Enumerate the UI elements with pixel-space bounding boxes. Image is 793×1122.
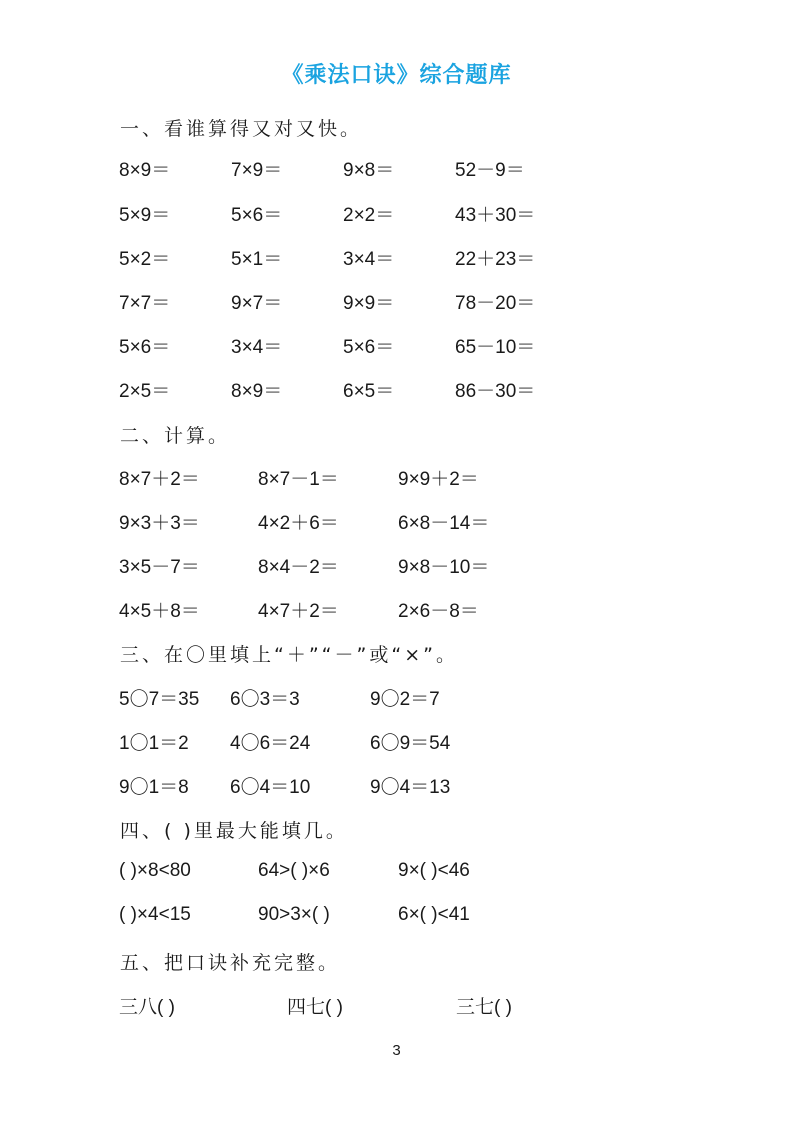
math-problem: 6〇3＝3 bbox=[230, 689, 300, 710]
section-4-heading: 四、( )里最大能填几。 bbox=[120, 820, 348, 842]
page-title: 《乘法口诀》综合题库 bbox=[281, 63, 512, 88]
math-problem: 5×1＝ bbox=[231, 249, 283, 270]
math-problem: 52－9＝ bbox=[455, 160, 525, 181]
math-problem: 5×2＝ bbox=[119, 249, 171, 270]
s2-problem-row bbox=[0, 464, 793, 492]
math-problem: 6×8－14＝ bbox=[398, 513, 490, 534]
math-problem: 9×3＋3＝ bbox=[119, 513, 200, 534]
math-problem: 9〇2＝7 bbox=[370, 689, 440, 710]
math-problem: 9×9＝ bbox=[343, 293, 395, 314]
math-problem: 3×4＝ bbox=[231, 337, 283, 358]
math-problem: 4×5＋8＝ bbox=[119, 601, 200, 622]
math-problem: 8×9＝ bbox=[231, 381, 283, 402]
math-problem: ( )×8<80 bbox=[119, 860, 191, 881]
math-problem: 9×( )<46 bbox=[398, 860, 470, 881]
math-problem: 3×4＝ bbox=[343, 249, 395, 270]
math-problem: 8×4－2＝ bbox=[258, 557, 339, 578]
math-problem: 9×7＝ bbox=[231, 293, 283, 314]
math-problem: 9×9＋2＝ bbox=[398, 469, 479, 490]
section-5-heading: 五、把口诀补充完整。 bbox=[120, 952, 341, 974]
math-problem: ( )×4<15 bbox=[119, 904, 191, 925]
math-problem: 8×7＋2＝ bbox=[119, 469, 200, 490]
math-problem: 1〇1＝2 bbox=[119, 733, 189, 754]
math-problem: 78－20＝ bbox=[455, 293, 536, 314]
s2-problem-row bbox=[0, 596, 793, 624]
math-problem: 22＋23＝ bbox=[455, 249, 536, 270]
s1-problem-row bbox=[0, 244, 793, 272]
s4-problem-row bbox=[0, 860, 793, 888]
math-problem: 6〇9＝54 bbox=[370, 733, 451, 754]
math-problem: 5×6＝ bbox=[119, 337, 171, 358]
math-problem: 5〇7＝35 bbox=[119, 689, 200, 710]
math-problem: 64>( )×6 bbox=[258, 860, 330, 881]
math-problem: 9×8－10＝ bbox=[398, 557, 490, 578]
math-problem: 2×5＝ bbox=[119, 381, 171, 402]
section-3-heading: 三、在〇里填上“＋”“－”或“×”。 bbox=[120, 644, 458, 666]
s1-problem-row bbox=[0, 332, 793, 360]
s3-problem-row bbox=[0, 772, 793, 800]
math-problem: 6×( )<41 bbox=[398, 904, 470, 925]
page-number: 3 bbox=[392, 1042, 401, 1059]
section-2-heading: 二、计算。 bbox=[120, 425, 231, 447]
math-problem: 3×5－7＝ bbox=[119, 557, 200, 578]
math-problem: 5×6＝ bbox=[231, 205, 283, 226]
math-problem: 86－30＝ bbox=[455, 381, 536, 402]
math-problem: 4×7＋2＝ bbox=[258, 601, 339, 622]
s3-problem-row bbox=[0, 684, 793, 712]
math-problem: 43＋30＝ bbox=[455, 205, 536, 226]
s3-problem-row bbox=[0, 728, 793, 756]
math-problem: 7×7＝ bbox=[119, 293, 171, 314]
math-problem: 65－10＝ bbox=[455, 337, 536, 358]
s2-problem-row bbox=[0, 508, 793, 536]
s1-problem-row bbox=[0, 200, 793, 228]
s1-problem-row bbox=[0, 288, 793, 316]
s1-problem-row bbox=[0, 376, 793, 404]
math-problem: 6×5＝ bbox=[343, 381, 395, 402]
math-problem: 6〇4＝10 bbox=[230, 777, 311, 798]
math-problem: 三八( ) bbox=[119, 997, 175, 1018]
s4-problem-row bbox=[0, 904, 793, 932]
math-problem: 8×9＝ bbox=[119, 160, 171, 181]
s2-problem-row bbox=[0, 552, 793, 580]
math-problem: 4×2＋6＝ bbox=[258, 513, 339, 534]
s5-problem-row bbox=[0, 992, 793, 1020]
math-problem: 三七( ) bbox=[456, 997, 512, 1018]
math-problem: 四七( ) bbox=[287, 997, 343, 1018]
math-problem: 7×9＝ bbox=[231, 160, 283, 181]
math-problem: 4〇6＝24 bbox=[230, 733, 311, 754]
math-problem: 2×2＝ bbox=[343, 205, 395, 226]
math-problem: 9〇1＝8 bbox=[119, 777, 189, 798]
math-problem: 8×7－1＝ bbox=[258, 469, 339, 490]
section-1-heading: 一、看谁算得又对又快。 bbox=[120, 118, 363, 140]
math-problem: 9×8＝ bbox=[343, 160, 395, 181]
math-problem: 2×6－8＝ bbox=[398, 601, 479, 622]
math-problem: 90>3×( ) bbox=[258, 904, 330, 925]
math-problem: 5×9＝ bbox=[119, 205, 171, 226]
math-problem: 9〇4＝13 bbox=[370, 777, 451, 798]
math-problem: 5×6＝ bbox=[343, 337, 395, 358]
s1-problem-row bbox=[0, 155, 793, 183]
